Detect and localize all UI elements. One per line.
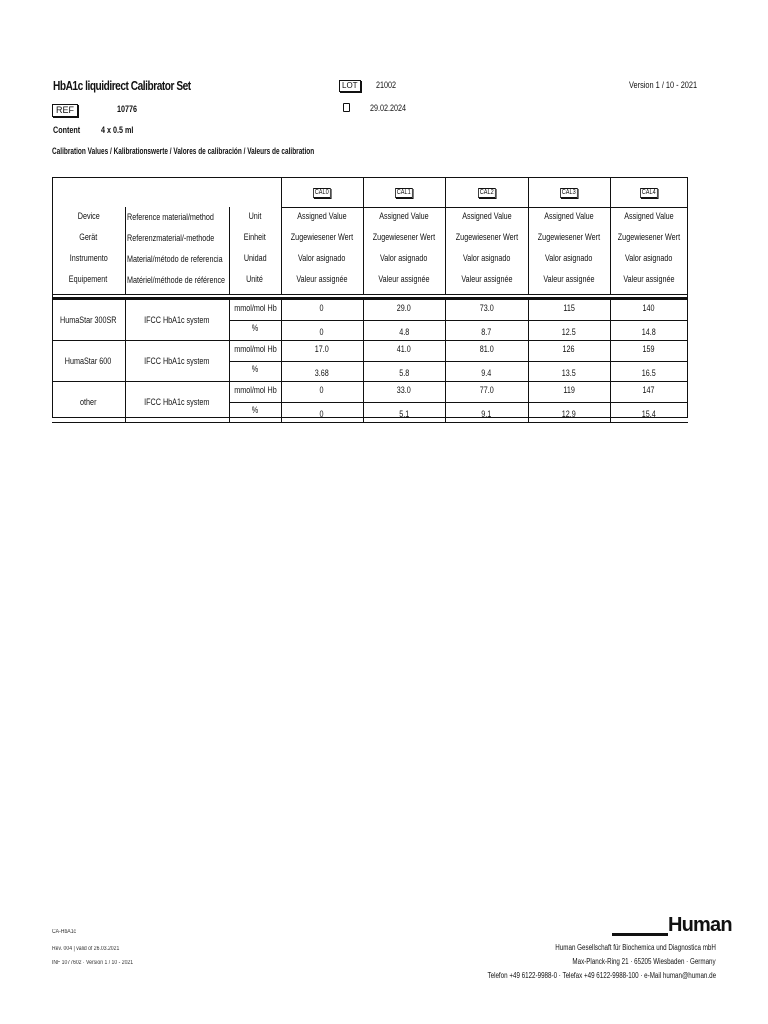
cal-label-cell [610,186,688,198]
value-cell: 12.5 [561,327,577,337]
company-name: Human Gesellschaft für Biochemica und Diagnostica mbH [555,943,716,952]
value-cell: 0 [319,327,324,337]
calibration-subtitle: Calibration Values / Kalibrationswerte / Valores de calibración / Valeurs de calibration [52,146,315,156]
value-cell: 5.8 [398,368,409,378]
table-rule [52,294,688,295]
device-cell: HumaStar 300SR [60,315,117,325]
assigned-value-header: Zugewiesener Wert [455,232,518,242]
value-cell: 12.9 [561,409,577,419]
value-cell: 159 [642,344,656,354]
method-cell: IFCC HbA1c system [144,315,210,325]
ref-symbol: REF [52,104,78,117]
cal-badge-cal2: CAL2 [479,189,494,196]
cal-badge-cal0: CAL0 [314,189,329,196]
cal-label-cell [281,186,363,198]
lot-number: 21002 [376,80,397,90]
method-cell: IFCC HbA1c system [144,397,210,407]
unit-cell: mmol/mol Hb [234,385,277,395]
cal-label-cell [445,186,528,198]
content-label: Content [53,125,81,135]
value-cell: 16.5 [641,368,657,378]
device-cell: HumaStar 600 [65,356,112,366]
unit-header: Einheit [243,232,267,242]
unit-cell: mmol/mol Hb [234,344,277,354]
table-rule [52,177,688,178]
value-cell: 0 [319,303,324,313]
inf-info: INF 1077602 · Version 1 / 10 - 2021 [52,960,134,966]
reference-header: Material/método de referencia [127,254,223,264]
value-cell: 5.1 [398,409,409,419]
reference-header: Matériel/méthode de référence [127,275,226,285]
cal-badge-cal1: CAL1 [396,189,411,196]
value-cell: 140 [642,303,656,313]
value-cell: 17.0 [314,344,330,354]
table-rule [229,361,688,362]
assigned-value-header: Assigned Value [461,211,512,221]
value-cell: 147 [642,385,656,395]
value-cell: 81.0 [479,344,494,354]
value-cell: 8.7 [481,327,492,337]
assigned-value-header: Valeur assignée [460,274,513,284]
reference-header: Referenzmaterial/-methode [127,233,215,243]
assigned-value-header: Zugewiesener Wert [290,232,354,242]
value-cell: 14.8 [641,327,657,337]
cal-badge-cal3: CAL3 [561,189,576,196]
value-cell: 126 [562,344,576,354]
reference-header: Reference material/method [127,212,214,222]
assigned-value-header: Valor asignado [298,253,346,263]
table-rule [52,422,688,423]
value-cell: 41.0 [396,344,412,354]
assigned-value-header: Valeur assignée [378,274,430,284]
unit-cell: mmol/mol Hb [234,303,277,313]
value-cell: 115 [563,303,575,313]
device-header: Instrumento [69,253,108,263]
assigned-value-header: Zugewiesener Wert [617,232,681,242]
revision-info: Rev. 004 | valid of 26.03.2021 [52,946,120,952]
device-header: Device [77,211,100,221]
value-cell: 73.0 [479,303,494,313]
assigned-value-header: Assigned Value [544,211,594,221]
unit-header: Unidad [243,253,267,263]
value-cell: 13.5 [561,368,577,378]
device-header: Gerät [79,232,98,242]
unit-header: Unit [248,211,262,221]
assigned-value-header: Assigned Value [379,211,429,221]
unit-cell: % [251,323,259,333]
assigned-value-header: Valeur assignée [296,274,348,284]
assigned-value-header: Zugewiesener Wert [537,232,601,242]
unit-cell: % [251,364,259,374]
table-rule [229,320,688,321]
value-cell: 29.0 [396,303,412,313]
cal-badge-cal4: CAL4 [641,189,656,196]
assigned-value-header: Valeur assignée [543,274,595,284]
value-cell: 119 [563,385,575,395]
document-title: HbA1c liquidirect Calibrator Set [53,78,191,93]
table-rule [281,207,688,208]
value-cell: 3.68 [314,368,330,378]
human-logo: Human [668,914,732,936]
assigned-value-header: Assigned Value [297,211,347,221]
assigned-value-header: Assigned Value [624,211,674,221]
ref-number: 10776 [117,104,138,114]
lot-symbol: LOT [339,80,361,92]
value-cell: 9.1 [481,409,492,419]
company-address: Max-Planck-Ring 21 · 65205 Wiesbaden · Germany [572,957,716,966]
value-cell: 15.4 [641,409,657,419]
company-contact: Telefon +49 6122-9988-0 · Telefax +49 6122-9988-100 · e-Mail human@human.de [487,971,716,980]
hourglass-icon [343,103,350,112]
assigned-value-header: Valor asignado [625,253,673,263]
assigned-value-header: Valor asignado [462,253,511,263]
version-label: Version 1 / 10 - 2021 [629,80,698,90]
logo-bar [612,933,668,936]
assigned-value-header: Valeur assignée [623,274,675,284]
content-value: 4 x 0.5 ml [101,125,134,135]
calibration-table [52,177,688,418]
value-cell: 0 [319,409,324,419]
cal-label-cell [528,186,610,198]
doc-code: CA-HbA1c [52,929,77,935]
assigned-value-header: Zugewiesener Wert [372,232,436,242]
value-cell: 33.0 [396,385,412,395]
table-rule [125,207,126,295]
unit-cell: % [251,405,259,415]
assigned-value-header: Valor asignado [545,253,593,263]
value-cell: 0 [319,385,324,395]
table-rule [229,402,688,403]
value-cell: 9.4 [481,368,492,378]
device-cell: other [80,397,97,407]
cal-label-cell [363,186,445,198]
method-cell: IFCC HbA1c system [144,356,210,366]
expiry-date: 29.02.2024 [370,103,407,113]
assigned-value-header: Valor asignado [380,253,428,263]
unit-header: Unité [246,274,264,284]
value-cell: 77.0 [479,385,494,395]
value-cell: 4.8 [398,327,409,337]
device-header: Equipement [69,274,108,284]
